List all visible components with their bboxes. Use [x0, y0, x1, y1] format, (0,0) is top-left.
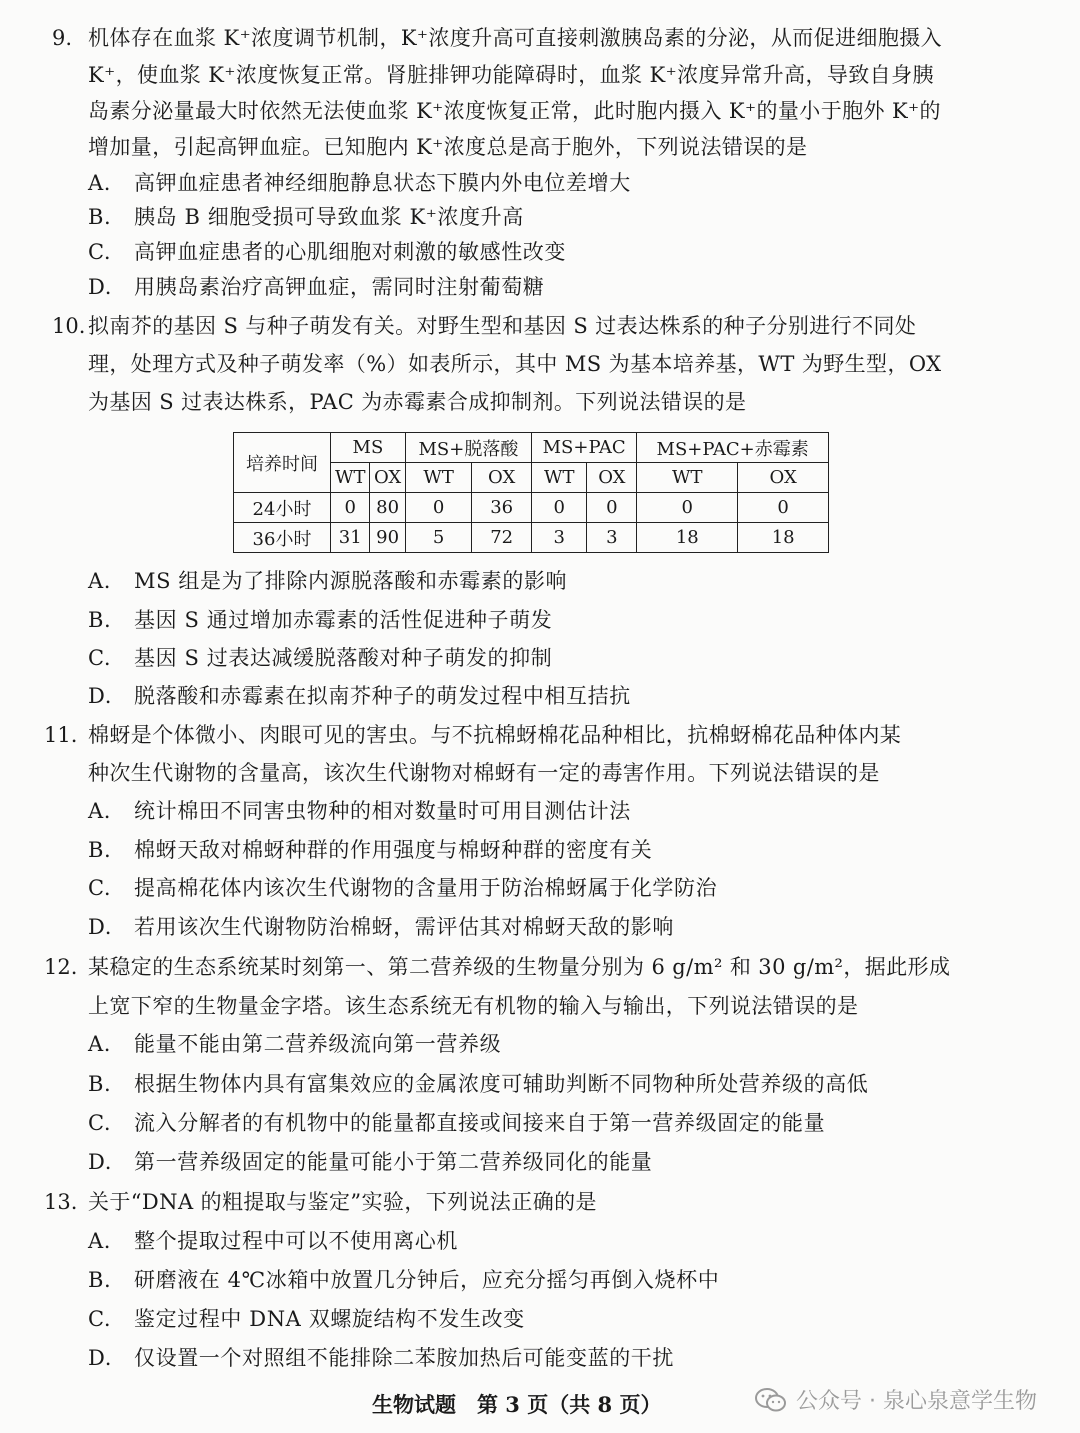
- table-cell: 18: [738, 523, 829, 553]
- question-stem-line: 种次生代谢物的含量高，该次生代谢物对棉蚜有一定的毒害作用。下列说法错误的是: [88, 761, 880, 785]
- wechat-icon: [754, 1387, 788, 1413]
- table-row-label: 24小时: [234, 493, 331, 523]
- table-subheader: WT: [331, 463, 370, 493]
- option-c: C. 高钾血症患者的心肌细胞对刺激的敏感性改变: [88, 240, 566, 264]
- table-cell: 0: [405, 493, 472, 523]
- table-group-header: MS+PAC: [532, 433, 637, 463]
- table-cell: 18: [637, 523, 738, 553]
- question-stem-line: 拟南芥的基因 S 与种子萌发有关。对野生型和基因 S 过表达株系的种子分别进行不同处: [88, 314, 917, 338]
- table-group-header: MS: [331, 433, 406, 463]
- option-a: A. 能量不能由第二营养级流向第一营养级: [88, 1032, 502, 1056]
- question-stem-line: 上宽下窄的生物量金字塔。该生态系统无有机物的输入与输出，下列说法错误的是: [88, 994, 859, 1018]
- option-b: B. 根据生物体内具有富集效应的金属浓度可辅助判断不同物种所处营养级的高低: [88, 1072, 869, 1096]
- question-stem-line: 棉蚜是个体微小、肉眼可见的害虫。与不抗棉蚜棉花品种相比，抗棉蚜棉花品种体内某: [88, 723, 902, 747]
- option-d: D. 若用该次生代谢物防治棉蚜，需评估其对棉蚜天敌的影响: [88, 915, 674, 939]
- option-a: A. MS 组是为了排除内源脱落酸和赤霉素的影响: [88, 569, 568, 593]
- question-number: 13.: [44, 1190, 78, 1214]
- question-number: 9.: [52, 26, 73, 50]
- table-corner-cell: 培养时间: [234, 433, 331, 493]
- option-b: B. 研磨液在 4℃冰箱中放置几分钟后，应充分摇匀再倒入烧杯中: [88, 1268, 720, 1292]
- table-cell: 0: [587, 493, 637, 523]
- option-d: D. 用胰岛素治疗高钾血症，需同时注射葡萄糖: [88, 275, 545, 299]
- table-subheader: OX: [738, 463, 829, 493]
- table-row: [234, 523, 829, 553]
- table-cell: 80: [370, 493, 405, 523]
- table-subheader: OX: [472, 463, 532, 493]
- table-cell: 72: [472, 523, 532, 553]
- question-stem-line: 某稳定的生态系统某时刻第一、第二营养级的生物量分别为 6 g/m² 和 30 g/m²，据此形成: [88, 955, 951, 979]
- watermark: [754, 1384, 1037, 1415]
- option-a: A. 高钾血症患者神经细胞静息状态下膜内外电位差增大: [88, 171, 631, 195]
- question-stem-line: 岛素分泌量最大时依然无法使血浆 K⁺浓度恢复正常，此时胞内摄入 K⁺的量小于胞外 K⁺的: [88, 99, 941, 123]
- option-d: D. 仅设置一个对照组不能排除二苯胺加热后可能变蓝的干扰: [88, 1346, 674, 1370]
- table-cell: 3: [587, 523, 637, 553]
- table-cell: 0: [331, 493, 370, 523]
- table-cell: 0: [532, 493, 587, 523]
- option-c: C. 流入分解者的有机物中的能量都直接或间接来自于第一营养级固定的能量: [88, 1111, 826, 1135]
- page-footer: 生物试题 第 3 页（共 8 页）: [372, 1392, 662, 1417]
- germination-rate-table: [233, 432, 829, 553]
- table-cell: 90: [370, 523, 405, 553]
- table-cell: 36: [472, 493, 532, 523]
- table-group-header: MS+PAC+赤霉素: [637, 433, 829, 463]
- table-subheader: WT: [405, 463, 472, 493]
- option-c: C. 提高棉花体内该次生代谢物的含量用于防治棉蚜属于化学防治: [88, 876, 718, 900]
- table-row-label: 36小时: [234, 523, 331, 553]
- table-subheader: OX: [587, 463, 637, 493]
- option-a: A. 统计棉田不同害虫物种的相对数量时可用目测估计法: [88, 799, 631, 823]
- watermark-text: 公众号 · 泉心泉意学生物: [796, 1389, 1037, 1414]
- question-stem-line: 机体存在血浆 K⁺浓度调节机制，K⁺浓度升高可直接刺激胰岛素的分泌，从而促进细胞摄入: [88, 26, 943, 50]
- question-stem-line: 增加量，引起高钾血症。已知胞内 K⁺浓度总是高于胞外，下列说法错误的是: [88, 135, 808, 159]
- option-b: B. 基因 S 通过增加赤霉素的活性促进种子萌发: [88, 608, 553, 632]
- option-b: B. 胰岛 B 细胞受损可导致血浆 K⁺浓度升高: [88, 205, 524, 229]
- question-stem-line: 关于“DNA 的粗提取与鉴定”实验，下列说法正确的是: [88, 1190, 597, 1214]
- question-number: 12.: [44, 955, 78, 979]
- table-subheader: WT: [532, 463, 587, 493]
- table-cell: 31: [331, 523, 370, 553]
- table-cell: 3: [532, 523, 587, 553]
- table-group-header: MS+脱落酸: [405, 433, 531, 463]
- option-d: D. 脱落酸和赤霉素在拟南芥种子的萌发过程中相互拮抗: [88, 684, 631, 708]
- question-stem-line: 为基因 S 过表达株系，PAC 为赤霉素合成抑制剂。下列说法错误的是: [88, 390, 747, 414]
- table-cell: 5: [405, 523, 472, 553]
- table-cell: 0: [738, 493, 829, 523]
- question-number: 10.: [52, 314, 86, 338]
- option-a: A. 整个提取过程中可以不使用离心机: [88, 1229, 458, 1253]
- table-subheader: OX: [370, 463, 405, 493]
- table-subheader: WT: [637, 463, 738, 493]
- question-stem-line: 理，处理方式及种子萌发率（%）如表所示，其中 MS 为基本培养基，WT 为野生型，OX: [88, 352, 942, 376]
- option-c: C. 基因 S 过表达减缓脱落酸对种子萌发的抑制: [88, 646, 553, 670]
- option-d: D. 第一营养级固定的能量可能小于第二营养级同化的能量: [88, 1150, 653, 1174]
- table-cell: 0: [637, 493, 738, 523]
- option-c: C. 鉴定过程中 DNA 双螺旋结构不发生改变: [88, 1307, 525, 1331]
- question-number: 11.: [44, 723, 78, 747]
- table-row: [234, 493, 829, 523]
- question-stem-line: K⁺，使血浆 K⁺浓度恢复正常。肾脏排钾功能障碍时，血浆 K⁺浓度异常升高，导致自身胰: [88, 63, 934, 87]
- option-b: B. 棉蚜天敌对棉蚜种群的作用强度与棉蚜种群的密度有关: [88, 838, 653, 862]
